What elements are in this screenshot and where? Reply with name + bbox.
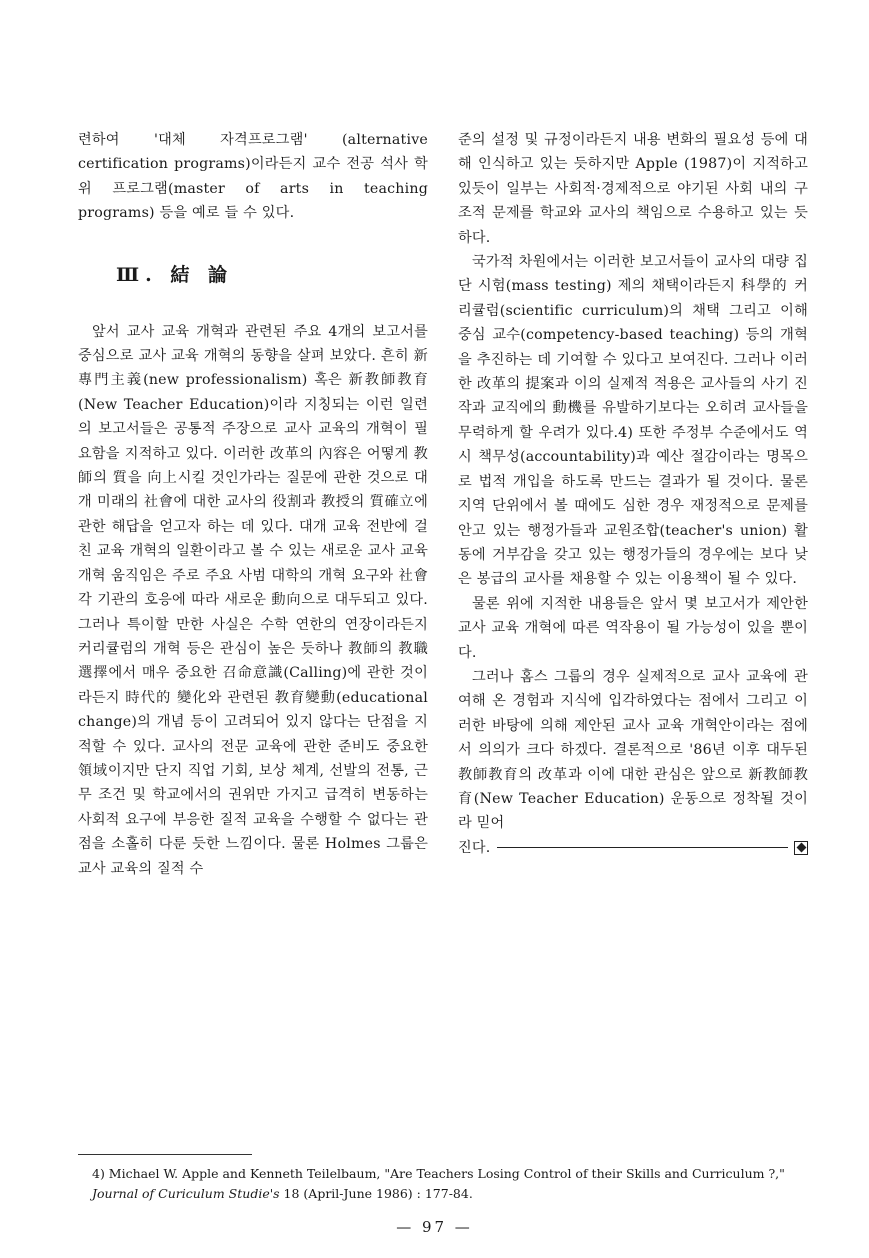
footnote: [92, 1164, 808, 1204]
left-column: [78, 128, 428, 881]
end-rule: [497, 847, 788, 848]
paragraph-conclusion: 앞서 교사 교육 개혁과 관련된 주요 4개의 보고서를 중심으로 교사 교육 개혁의 동향을 살펴 보았다. 흔히 新專門主義(new professionalism) 혹은 新教師教育(New Teacher Education)이라 지칭되는 이런 일련의 보고서들은 공통적 주장으로 교사 교육의 개혁이 필요함을 지적하고 있다. 이러한 改革의 內容은 어떻게 教師의 質을 向上시킬 것인가라는 질문에 관한 것으로 대개 미래의 社會에 대한 교사의 役割과 教授의 質確立에 관한 해답을 얻고자 하는 데 있다. 대개 교육 전반에 걸친 교육 개혁의 일환이라고 볼 수 있는 새로운 교사 교육 개혁 움직임은 주로 주요 사범 대학의 개혁 요구와 社會 각 기관의 호응에 따라 새로운 動向으로 대두되고 있다. 그러나 특이할 만한 사실은 수학 연한의 연장이라든지 커리큘럼의 개혁 등은 관심이 높은 듯하나 教師의 教職選擇에서 매우 중요한 召命意識(Calling)에 관한 것이라든지 時代的 變化와 관련된 教育變動(educational change)의 개념 등이 고려되어 있지 않다는 단점을 지적할 수 있다. 교사의 전문 교육에 관한 준비도 중요한 領域이지만 단지 직업 기회, 보상 체계, 선발의 전통, 근무 조건 및 학교에서의 권위만 가지고 급격히 변동하는 사회적 요구에 부응한 질적 교육을 수행할 수 없다는 관점을 소홀히 다룬 듯한 느낌이다. 물론 Holmes 그룹은 교사 교육의 질적 수: [78, 323, 428, 877]
footnote-text-post: 18 (April-June 1986) : 177-84.: [279, 1186, 473, 1201]
paragraph-holmes-group: 그러나 홈스 그룹의 경우 실제적으로 교사 교육에 관여해 온 경험과 지식에 입각하였다는 점에서 그리고 이러한 바탕에 의해 제안된 교사 교육 개혁안이라는 점에서 의의가 크다 하겠다. 결론적으로 '86년 이후 대두된 教師教育의 改革과 이에 대한 관심은 앞으로 新教師教育(New Teacher Education) 운동으로 정착될 것이라 믿어: [458, 668, 808, 832]
closing-text: 진다.: [458, 839, 491, 856]
paragraph-side-effects: 물론 위에 지적한 내용들은 앞서 몇 보고서가 제안한 교사 교육 개혁에 따른 역작용이 될 가능성이 있을 뿐이다.: [458, 595, 808, 661]
section-heading: Ⅲ. 結 論: [116, 263, 233, 286]
footnote-journal-title: Journal of Curiculum Studie's: [92, 1186, 280, 1201]
diamond-end-mark-icon: [794, 841, 808, 855]
paragraph-national-level: 국가적 차원에서는 이러한 보고서들이 교사의 대량 집단 시험(mass testing) 제의 채택이라든지 科學的 커리큘럼(scientific curriculum)의 채택 그리고 이해 중심 교수(competency-based teaching) 등의 개혁을 추진하는 데 기여할 수 있다고 보여진다. 그러나 이러한 改革의 提案과 이의 실제적 적용은 교사들의 사기 진작과 교직에의 動機를 유발하기보다는 오히려 교사들을 무력하게 할 우려가 있다.4) 또한 주정부 수준에서도 역시 책무성(accountability)과 예산 절감이라는 명목으로 법적 개입을 하도록 만드는 결과가 될 것이다. 물론 지역 단위에서 볼 때에도 심한 경우 재정적으로 문제를 안고 있는 행정가들과 교원조합(teacher's union) 활동에 거부감을 갖고 있는 행정가들의 경우에는 보다 낮은 봉급의 교사를 채용할 수 있는 이용책이 될 수 있다.: [458, 254, 808, 588]
page-number: — 97 —: [396, 1218, 473, 1236]
paragraph-continuation: 련하여 '대체 자격프로그램' (alternative certification programs)이라든지 교수 전공 석사 학위 프로그램(master of arts in teaching programs) 등을 예로 들 수 있다.: [78, 132, 428, 222]
right-column: [458, 128, 808, 860]
closing-line: [458, 836, 808, 860]
footnote-text-pre: 4) Michael W. Apple and Kenneth Teilelbaum, "Are Teachers Losing Control of their Skills and Curriculum ?,": [92, 1166, 785, 1181]
paragraph-continuation-right: 준의 설정 및 규정이라든지 내용 변화의 필요성 등에 대해 인식하고 있는 듯하지만 Apple (1987)이 지적하고 있듯이 일부는 사회적·경제적으로 야기된 사회 내의 구조적 문제를 학교와 교사의 책임으로 수용하고 있는 듯하다.: [458, 132, 808, 246]
footnote-divider: [78, 1154, 252, 1155]
